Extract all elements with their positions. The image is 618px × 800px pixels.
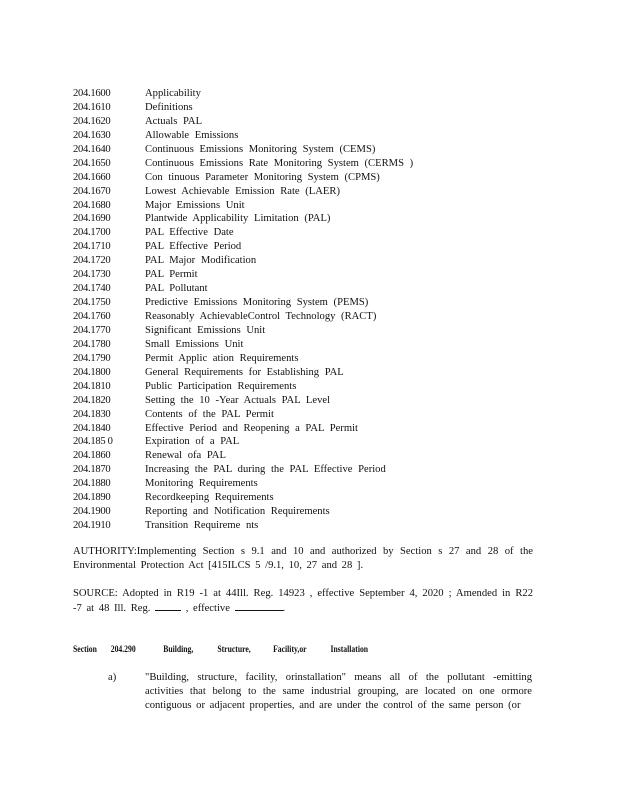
blank-register-page — [155, 601, 181, 611]
toc-section-title: Setting the 10 -Year Actuals PAL Level — [145, 394, 331, 406]
toc-section-number: 204.1690 — [73, 213, 111, 225]
toc-section-title: Renewal ofa PAL — [145, 450, 226, 462]
toc-section-title: PAL Effective Date — [145, 227, 234, 239]
heading-word-facility: Facility,or — [273, 645, 307, 655]
toc-section-title: Effective Period and Reopening a PAL Permit — [145, 422, 358, 434]
toc-section-title: Allowable Emissions — [145, 129, 239, 141]
toc-section-title: Public Participation Requirements — [145, 380, 297, 392]
toc-entry — [73, 199, 553, 213]
toc-entry — [73, 254, 553, 268]
blank-effective-date — [235, 601, 283, 611]
toc-entry — [73, 185, 553, 199]
toc-section-title: Transition Requireme nts — [145, 520, 259, 532]
toc-section-number: 204.1640 — [73, 143, 111, 155]
toc-entry — [73, 380, 553, 394]
toc-entry — [73, 157, 553, 171]
toc-section-number: 204.1620 — [73, 115, 111, 127]
toc-section-number: 204.1900 — [73, 506, 111, 518]
toc-entry — [73, 310, 553, 324]
heading-word-building: Building, — [163, 645, 194, 655]
toc-entry — [73, 101, 553, 115]
toc-section-title: PAL Major Modification — [145, 255, 257, 267]
source-text-1: SOURCE: Adopted in R19 -1 at 44Ill. Reg. 14923 , effective September 4, 2020 ; Amended in R22 -7 at 48 Ill. Reg. — [73, 588, 533, 614]
toc-entry — [73, 394, 553, 408]
toc-entry — [73, 129, 553, 143]
toc-section-title: Increasing the PAL during the PAL Effective Period — [145, 464, 386, 476]
toc-entry — [73, 505, 553, 519]
source-text-3: . — [282, 603, 286, 614]
toc-entry — [73, 143, 553, 157]
toc-section-title: Definitions — [145, 101, 193, 113]
toc-section-title: PAL Effective Period — [145, 241, 242, 253]
toc-entry — [73, 240, 553, 254]
toc-section-title: Actuals PAL — [145, 115, 203, 127]
source-note — [73, 587, 533, 616]
toc-section-number: 204.1870 — [73, 464, 111, 476]
toc-section-title: General Requirements for Establishing PAL — [145, 366, 344, 378]
toc-section-number: 204.185 0 — [73, 436, 113, 448]
toc-section-title: Monitoring Requirements — [145, 478, 258, 490]
toc-section-number: 204.1680 — [73, 199, 111, 211]
toc-entry — [73, 477, 553, 491]
toc-section-number: 204.1610 — [73, 101, 111, 113]
clause-label: a) — [108, 672, 117, 683]
toc-section-title: Significant Emissions Unit — [145, 324, 266, 336]
toc-entry — [73, 366, 553, 380]
toc-section-number: 204.1820 — [73, 394, 111, 406]
toc-section-title: Small Emissions Unit — [145, 338, 244, 350]
toc-section-title: Continuous Emissions Rate Monitoring System (CERMS ) — [145, 157, 414, 169]
toc-entry — [73, 338, 553, 352]
source-text-2: , effective — [181, 603, 235, 614]
toc-section-number: 204.1770 — [73, 324, 111, 336]
toc-section-number: 204.1890 — [73, 492, 111, 504]
toc-entry — [73, 268, 553, 282]
toc-section-title: Major Emissions Unit — [145, 199, 245, 211]
toc-entry — [73, 87, 553, 101]
toc-section-title: Continuous Emissions Monitoring System (CEMS) — [145, 143, 376, 155]
toc-entry — [73, 491, 553, 505]
toc-entry — [73, 352, 553, 366]
toc-section-title: Plantwide Applicability Limitation (PAL) — [145, 213, 331, 225]
toc-entry — [73, 463, 553, 477]
toc-section-number: 204.1750 — [73, 297, 111, 309]
toc-entry — [73, 171, 553, 185]
toc-entry — [73, 282, 553, 296]
toc-section-title: Reporting and Notification Requirements — [145, 506, 330, 518]
toc-section-number: 204.1710 — [73, 241, 111, 253]
toc-section-number: 204.1840 — [73, 422, 111, 434]
heading-word-structure: Structure, — [217, 645, 251, 655]
toc-entry — [73, 226, 553, 240]
toc-section-title: Applicability — [145, 88, 201, 99]
toc-entry — [73, 115, 553, 129]
toc-section-number: 204.1860 — [73, 450, 111, 462]
toc-entry — [73, 422, 553, 436]
toc-section-number: 204.1730 — [73, 269, 111, 281]
toc-section-title: Reasonably AchievableControl Technology (RACT) — [145, 311, 377, 322]
toc-entry — [73, 435, 553, 449]
section-heading — [73, 645, 368, 655]
toc-entry — [73, 449, 553, 463]
toc-section-title: Permit Applic ation Requirements — [145, 352, 299, 364]
toc-section-number: 204.1800 — [73, 366, 111, 378]
section-number: 204.290 — [110, 645, 136, 655]
toc-entry — [73, 408, 553, 422]
toc-section-number: 204.1660 — [73, 171, 111, 183]
toc-section-number: 204.1600 — [73, 88, 111, 99]
toc-section-number: 204.1670 — [73, 185, 111, 197]
toc-entry — [73, 519, 553, 533]
toc-section-number: 204.1760 — [73, 311, 111, 322]
toc-section-number: 204.1700 — [73, 227, 111, 239]
toc-section-title: PAL Pollutant — [145, 283, 208, 295]
toc-section-title: Con tinuous Parameter Monitoring System (CPMS) — [145, 171, 380, 183]
toc-section-number: 204.1810 — [73, 380, 111, 392]
toc-section-number: 204.1880 — [73, 478, 111, 490]
toc-section-number: 204.1830 — [73, 408, 111, 420]
table-of-contents — [73, 87, 553, 533]
toc-entry — [73, 324, 553, 338]
authority-note — [73, 545, 533, 573]
toc-section-number: 204.1650 — [73, 157, 111, 169]
authority-text: AUTHORITY:Implementing Section s 9.1 and 10 and authorized by Section s 27 and 28 of the Environmental Protection Act [415ILCS 5 /9.1, 10, 27 and 28 ]. — [73, 546, 533, 571]
heading-word-installation: Installation — [330, 645, 369, 655]
toc-section-title: Contents of the PAL Permit — [145, 408, 274, 420]
toc-section-title: Lowest Achievable Emission Rate (LAER) — [145, 185, 340, 197]
toc-section-number: 204.1740 — [73, 283, 111, 295]
toc-entry — [73, 296, 553, 310]
clause-text: "Building, structure, facility, orinstallation" means all of the pollutant -emitting activities that belong to the same industrial grouping, are located on one ormore contiguous or adjacent properties, and are under the control of the same person (or — [145, 672, 532, 711]
toc-section-title: Expiration of a PAL — [145, 436, 240, 448]
toc-section-title: Recordkeeping Requirements — [145, 492, 274, 504]
toc-section-number: 204.1630 — [73, 129, 111, 141]
toc-section-number: 204.1780 — [73, 338, 111, 350]
toc-entry — [73, 212, 553, 226]
section-label: Section — [73, 645, 97, 655]
toc-section-number: 204.1910 — [73, 520, 111, 532]
toc-section-number: 204.1720 — [73, 255, 111, 267]
toc-section-number: 204.1790 — [73, 352, 111, 364]
toc-section-title: PAL Permit — [145, 269, 198, 281]
toc-section-title: Predictive Emissions Monitoring System (PEMS) — [145, 297, 369, 309]
